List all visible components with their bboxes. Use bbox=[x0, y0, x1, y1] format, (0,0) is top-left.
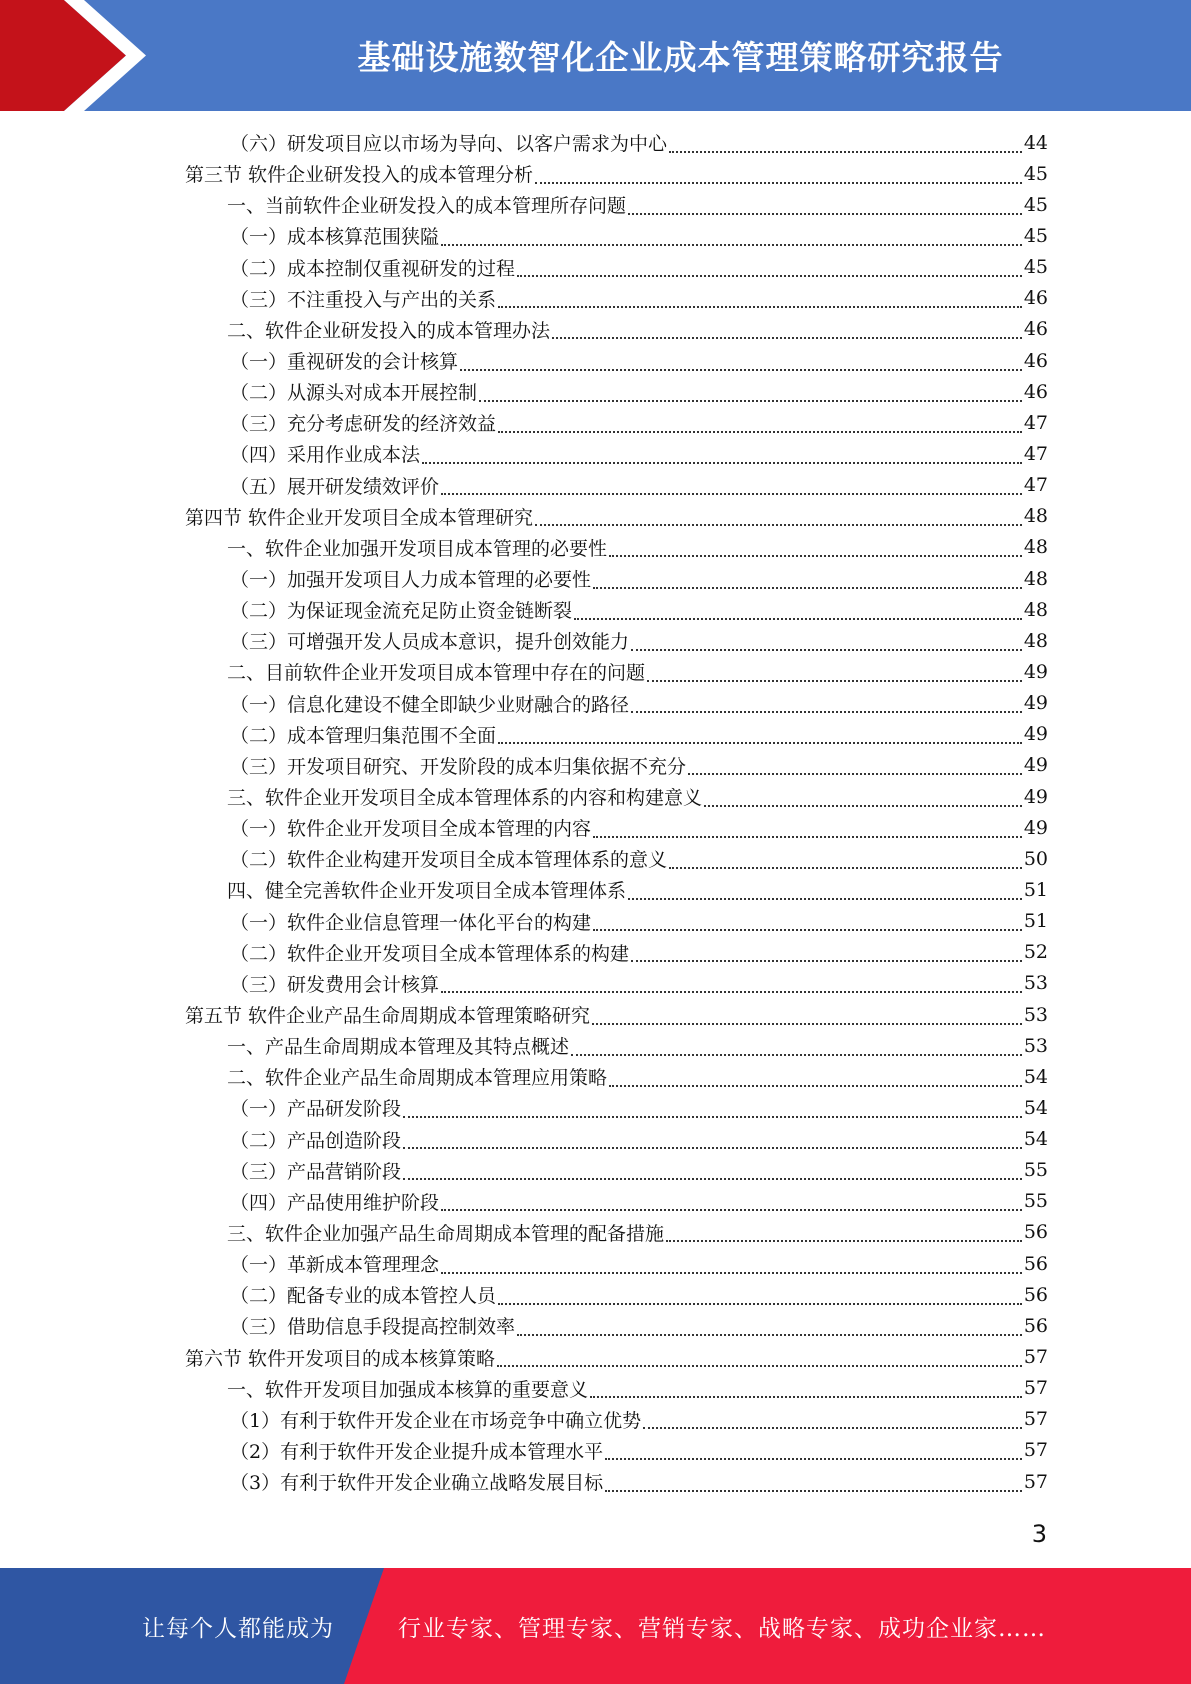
footer-slogan-right: 行业专家、管理专家、营销专家、战略专家、成功企业家…… bbox=[398, 1615, 1046, 1642]
toc-entry-page: 47 bbox=[1023, 474, 1048, 497]
toc-entry-title: 第三节 软件企业研发投入的成本管理分析 bbox=[185, 164, 534, 187]
toc-entry-title: （四）产品使用维护阶段 bbox=[230, 1191, 440, 1214]
toc-entry-title: （五）展开研发绩效评价 bbox=[230, 475, 440, 498]
toc-entry-page: 46 bbox=[1023, 287, 1048, 310]
toc-entry-title: 一、软件企业加强开发项目成本管理的必要性 bbox=[227, 537, 608, 560]
toc-dot-leader bbox=[593, 925, 1022, 931]
toc-dot-leader bbox=[517, 1330, 1022, 1336]
toc-entry-page: 47 bbox=[1023, 442, 1048, 465]
toc-entry-title: （二）产品创造阶段 bbox=[230, 1129, 402, 1152]
toc-entry-title: （三）借助信息手段提高控制效率 bbox=[230, 1316, 516, 1339]
toc-entry-page: 45 bbox=[1023, 162, 1048, 185]
toc-entry[interactable] bbox=[185, 563, 1048, 594]
toc-entry-title: 二、软件企业产品生命周期成本管理应用策略 bbox=[227, 1067, 608, 1090]
toc-entry[interactable] bbox=[185, 812, 1048, 843]
toc-entry-page: 54 bbox=[1023, 1128, 1048, 1151]
toc-entry-page: 49 bbox=[1023, 660, 1048, 683]
toc-dot-leader bbox=[605, 1486, 1022, 1492]
toc-entry[interactable] bbox=[185, 1248, 1048, 1279]
toc-entry-title: 二、软件企业研发投入的成本管理办法 bbox=[227, 319, 551, 342]
footer-banner bbox=[0, 1568, 1191, 1684]
toc-dot-leader bbox=[574, 614, 1022, 620]
toc-entry-title: （一）软件企业开发项目全成本管理的内容 bbox=[230, 818, 592, 841]
toc-dot-leader bbox=[403, 1112, 1022, 1118]
toc-dot-leader bbox=[535, 520, 1022, 526]
toc-entry-page: 53 bbox=[1023, 1034, 1048, 1057]
toc-entry[interactable] bbox=[185, 625, 1048, 656]
toc-entry[interactable] bbox=[185, 594, 1048, 625]
toc-dot-leader bbox=[441, 1268, 1022, 1274]
toc-entry-title: （三）充分考虑研发的经济效益 bbox=[230, 413, 497, 436]
toc-dot-leader bbox=[647, 676, 1022, 682]
toc-entry-page: 45 bbox=[1023, 256, 1048, 279]
toc-entry[interactable] bbox=[185, 1341, 1048, 1372]
toc-entry-page: 52 bbox=[1023, 941, 1048, 964]
toc-entry[interactable] bbox=[185, 438, 1048, 469]
toc-entry-title: 一、当前软件企业研发投入的成本管理所存问题 bbox=[227, 195, 627, 218]
toc-entry-page: 53 bbox=[1023, 1003, 1048, 1026]
toc-dot-leader bbox=[593, 832, 1022, 838]
document-title: 基础设施数智化企业成本管理策略研究报告 bbox=[357, 38, 1004, 77]
toc-entry-page: 55 bbox=[1023, 1159, 1048, 1182]
toc-entry-title: （1）有利于软件开发企业在市场竞争中确立优势 bbox=[230, 1409, 642, 1432]
toc-entry-page: 54 bbox=[1023, 1065, 1048, 1088]
toc-entry-page: 56 bbox=[1023, 1252, 1048, 1275]
toc-dot-leader bbox=[441, 489, 1022, 495]
toc-entry-page: 53 bbox=[1023, 972, 1048, 995]
toc-entry-page: 49 bbox=[1023, 816, 1048, 839]
toc-entry[interactable] bbox=[185, 470, 1048, 501]
toc-entry-title: （一）软件企业信息管理一体化平台的构建 bbox=[230, 911, 592, 934]
toc-dot-leader bbox=[609, 551, 1022, 557]
header-banner bbox=[0, 0, 1191, 111]
toc-entry[interactable] bbox=[185, 1155, 1048, 1186]
toc-dot-leader bbox=[643, 1423, 1022, 1429]
toc-entry-title: （二）为保证现金流充足防止资金链断裂 bbox=[230, 600, 573, 623]
toc-entry[interactable] bbox=[185, 189, 1048, 220]
header-arrow-decoration bbox=[0, 0, 180, 111]
toc-entry-page: 54 bbox=[1023, 1096, 1048, 1119]
toc-dot-leader bbox=[517, 271, 1022, 277]
toc-entry-title: （四）采用作业成本法 bbox=[230, 444, 421, 467]
toc-entry-title: （3）有利于软件开发企业确立战略发展目标 bbox=[230, 1472, 604, 1495]
toc-entry-page: 56 bbox=[1023, 1314, 1048, 1337]
toc-entry-title: 四、健全完善软件企业开发项目全成本管理体系 bbox=[227, 880, 627, 903]
toc-entry[interactable] bbox=[185, 781, 1048, 812]
toc-entry-title: （二）配备专业的成本管控人员 bbox=[230, 1285, 497, 1308]
toc-dot-leader bbox=[605, 1454, 1022, 1460]
toc-entry-page: 49 bbox=[1023, 692, 1048, 715]
toc-entry-title: （六）研发项目应以市场为导向、以客户需求为中心 bbox=[230, 133, 668, 156]
toc-entry-page: 46 bbox=[1023, 349, 1048, 372]
toc-entry-page: 45 bbox=[1023, 193, 1048, 216]
toc-entry-title: （一）成本核算范围狭隘 bbox=[230, 226, 440, 249]
toc-entry-title: （一）加强开发项目人力成本管理的必要性 bbox=[230, 569, 592, 592]
toc-dot-leader bbox=[688, 769, 1022, 775]
toc-entry[interactable] bbox=[185, 158, 1048, 189]
toc-entry-page: 49 bbox=[1023, 785, 1048, 808]
toc-entry-page: 56 bbox=[1023, 1283, 1048, 1306]
toc-entry-title: （三）产品营销阶段 bbox=[230, 1160, 402, 1183]
toc-dot-leader bbox=[592, 1019, 1022, 1025]
toc-entry[interactable] bbox=[185, 220, 1048, 251]
toc-dot-leader bbox=[590, 1392, 1022, 1398]
toc-entry-title: 三、软件企业开发项目全成本管理体系的内容和构建意义 bbox=[227, 787, 703, 810]
toc-entry-title: 一、产品生命周期成本管理及其特点概述 bbox=[227, 1036, 570, 1059]
toc-dot-leader bbox=[552, 333, 1022, 339]
toc-dot-leader bbox=[666, 1236, 1022, 1242]
toc-dot-leader bbox=[631, 956, 1022, 962]
toc-dot-leader bbox=[422, 458, 1022, 464]
toc-entry[interactable] bbox=[185, 1124, 1048, 1155]
toc-entry[interactable] bbox=[185, 1466, 1048, 1497]
toc-dot-leader bbox=[441, 1205, 1022, 1211]
footer-slogan-left: 让每个人都能成为 bbox=[142, 1615, 334, 1642]
toc-entry-title: 三、软件企业加强产品生命周期成本管理的配备措施 bbox=[227, 1222, 665, 1245]
toc-entry[interactable] bbox=[185, 345, 1048, 376]
toc-entry[interactable] bbox=[185, 937, 1048, 968]
toc-dot-leader bbox=[593, 583, 1022, 589]
toc-entry[interactable] bbox=[185, 874, 1048, 905]
toc-entry-title: （一）信息化建设不健全即缺少业财融合的路径 bbox=[230, 693, 630, 716]
toc-entry[interactable] bbox=[185, 1061, 1048, 1092]
toc-entry[interactable] bbox=[185, 283, 1048, 314]
toc-entry-page: 45 bbox=[1023, 224, 1048, 247]
toc-dot-leader bbox=[497, 1361, 1022, 1367]
toc-entry[interactable] bbox=[185, 376, 1048, 407]
toc-entry-page: 50 bbox=[1023, 847, 1048, 870]
toc-entry[interactable] bbox=[185, 1435, 1048, 1466]
toc-entry-page: 57 bbox=[1023, 1377, 1048, 1400]
toc-entry-title: 一、软件开发项目加强成本核算的重要意义 bbox=[227, 1378, 589, 1401]
toc-entry-title: （二）软件企业构建开发项目全成本管理体系的意义 bbox=[230, 849, 668, 872]
toc-entry-page: 57 bbox=[1023, 1408, 1048, 1431]
toc-dot-leader bbox=[498, 302, 1022, 308]
toc-entry[interactable] bbox=[185, 1279, 1048, 1310]
toc-entry-page: 48 bbox=[1023, 567, 1048, 590]
toc-entry-title: （一）重视研发的会计核算 bbox=[230, 351, 459, 374]
toc-entry-page: 48 bbox=[1023, 536, 1048, 559]
toc-dot-leader bbox=[498, 1299, 1022, 1305]
toc-entry-page: 46 bbox=[1023, 318, 1048, 341]
toc-entry-page: 57 bbox=[1023, 1470, 1048, 1493]
toc-entry[interactable] bbox=[185, 750, 1048, 781]
toc-entry[interactable] bbox=[185, 501, 1048, 532]
toc-entry-title: （三）开发项目研究、开发阶段的成本归集依据不充分 bbox=[230, 755, 687, 778]
table-of-contents bbox=[185, 127, 1048, 1497]
toc-dot-leader bbox=[571, 1050, 1022, 1056]
toc-dot-leader bbox=[609, 1081, 1022, 1087]
toc-entry-title: （二）从源头对成本开展控制 bbox=[230, 382, 478, 405]
toc-entry-page: 48 bbox=[1023, 505, 1048, 528]
toc-entry[interactable] bbox=[185, 719, 1048, 750]
toc-dot-leader bbox=[403, 1143, 1022, 1149]
toc-entry-page: 49 bbox=[1023, 754, 1048, 777]
toc-entry-title: 第六节 软件开发项目的成本核算策略 bbox=[185, 1347, 496, 1370]
toc-dot-leader bbox=[479, 396, 1022, 402]
toc-dot-leader bbox=[460, 365, 1022, 371]
toc-entry-title: （三）可增强开发人员成本意识，提升创效能力 bbox=[230, 631, 630, 654]
toc-entry-page: 49 bbox=[1023, 723, 1048, 746]
toc-entry[interactable] bbox=[185, 127, 1048, 158]
toc-dot-leader bbox=[631, 707, 1022, 713]
toc-entry[interactable] bbox=[185, 1186, 1048, 1217]
toc-dot-leader bbox=[628, 209, 1022, 215]
toc-entry-page: 56 bbox=[1023, 1221, 1048, 1244]
toc-entry-page: 57 bbox=[1023, 1346, 1048, 1369]
toc-entry-page: 57 bbox=[1023, 1439, 1048, 1462]
toc-entry-title: 第五节 软件企业产品生命周期成本管理策略研究 bbox=[185, 1005, 591, 1027]
toc-entry[interactable] bbox=[185, 1092, 1048, 1123]
toc-entry-title: （2）有利于软件开发企业提升成本管理水平 bbox=[230, 1440, 604, 1463]
toc-entry-title: （三）不注重投入与产出的关系 bbox=[230, 288, 497, 311]
toc-entry-title: 第四节 软件企业开发项目全成本管理研究 bbox=[185, 506, 534, 529]
toc-entry[interactable] bbox=[185, 999, 1048, 1030]
toc-dot-leader bbox=[403, 1174, 1022, 1180]
toc-dot-leader bbox=[669, 863, 1022, 869]
toc-entry-title: （三）研发费用会计核算 bbox=[230, 973, 440, 996]
toc-dot-leader bbox=[498, 427, 1022, 433]
toc-entry[interactable] bbox=[185, 532, 1048, 563]
toc-entry-page: 48 bbox=[1023, 629, 1048, 652]
toc-dot-leader bbox=[704, 801, 1022, 807]
toc-entry-title: （二）成本管理归集范围不全面 bbox=[230, 724, 497, 747]
toc-entry[interactable] bbox=[185, 1310, 1048, 1341]
toc-entry-title: （二）软件企业开发项目全成本管理体系的构建 bbox=[230, 942, 630, 965]
toc-dot-leader bbox=[441, 987, 1022, 993]
toc-entry-page: 51 bbox=[1023, 910, 1048, 933]
toc-entry-title: 二、目前软件企业开发项目成本管理中存在的问题 bbox=[227, 662, 646, 685]
toc-entry[interactable] bbox=[185, 1373, 1048, 1404]
toc-entry-title: （一）革新成本管理理念 bbox=[230, 1254, 440, 1277]
toc-dot-leader bbox=[628, 894, 1022, 900]
toc-entry[interactable] bbox=[185, 688, 1048, 719]
toc-entry[interactable] bbox=[185, 314, 1048, 345]
toc-entry[interactable] bbox=[185, 843, 1048, 874]
toc-entry-page: 47 bbox=[1023, 411, 1048, 434]
toc-entry[interactable] bbox=[185, 1217, 1048, 1248]
toc-entry[interactable] bbox=[185, 252, 1048, 283]
toc-entry[interactable] bbox=[185, 968, 1048, 999]
toc-entry[interactable] bbox=[185, 906, 1048, 937]
toc-entry-page: 48 bbox=[1023, 598, 1048, 621]
toc-entry-page: 44 bbox=[1023, 131, 1048, 154]
toc-dot-leader bbox=[441, 240, 1022, 246]
toc-dot-leader bbox=[535, 178, 1022, 184]
toc-dot-leader bbox=[631, 645, 1022, 651]
toc-entry-page: 55 bbox=[1023, 1190, 1048, 1213]
toc-entry[interactable] bbox=[185, 407, 1048, 438]
toc-entry-page: 46 bbox=[1023, 380, 1048, 403]
toc-entry[interactable] bbox=[185, 656, 1048, 687]
toc-entry-title: （二）成本控制仅重视研发的过程 bbox=[230, 257, 516, 280]
toc-dot-leader bbox=[498, 738, 1022, 744]
toc-entry-title: （一）产品研发阶段 bbox=[230, 1098, 402, 1121]
toc-entry[interactable] bbox=[185, 1030, 1048, 1061]
toc-dot-leader bbox=[669, 147, 1022, 153]
toc-entry[interactable] bbox=[185, 1404, 1048, 1435]
toc-entry-page: 51 bbox=[1023, 878, 1048, 901]
page-number: 3 bbox=[1031, 1520, 1047, 1548]
